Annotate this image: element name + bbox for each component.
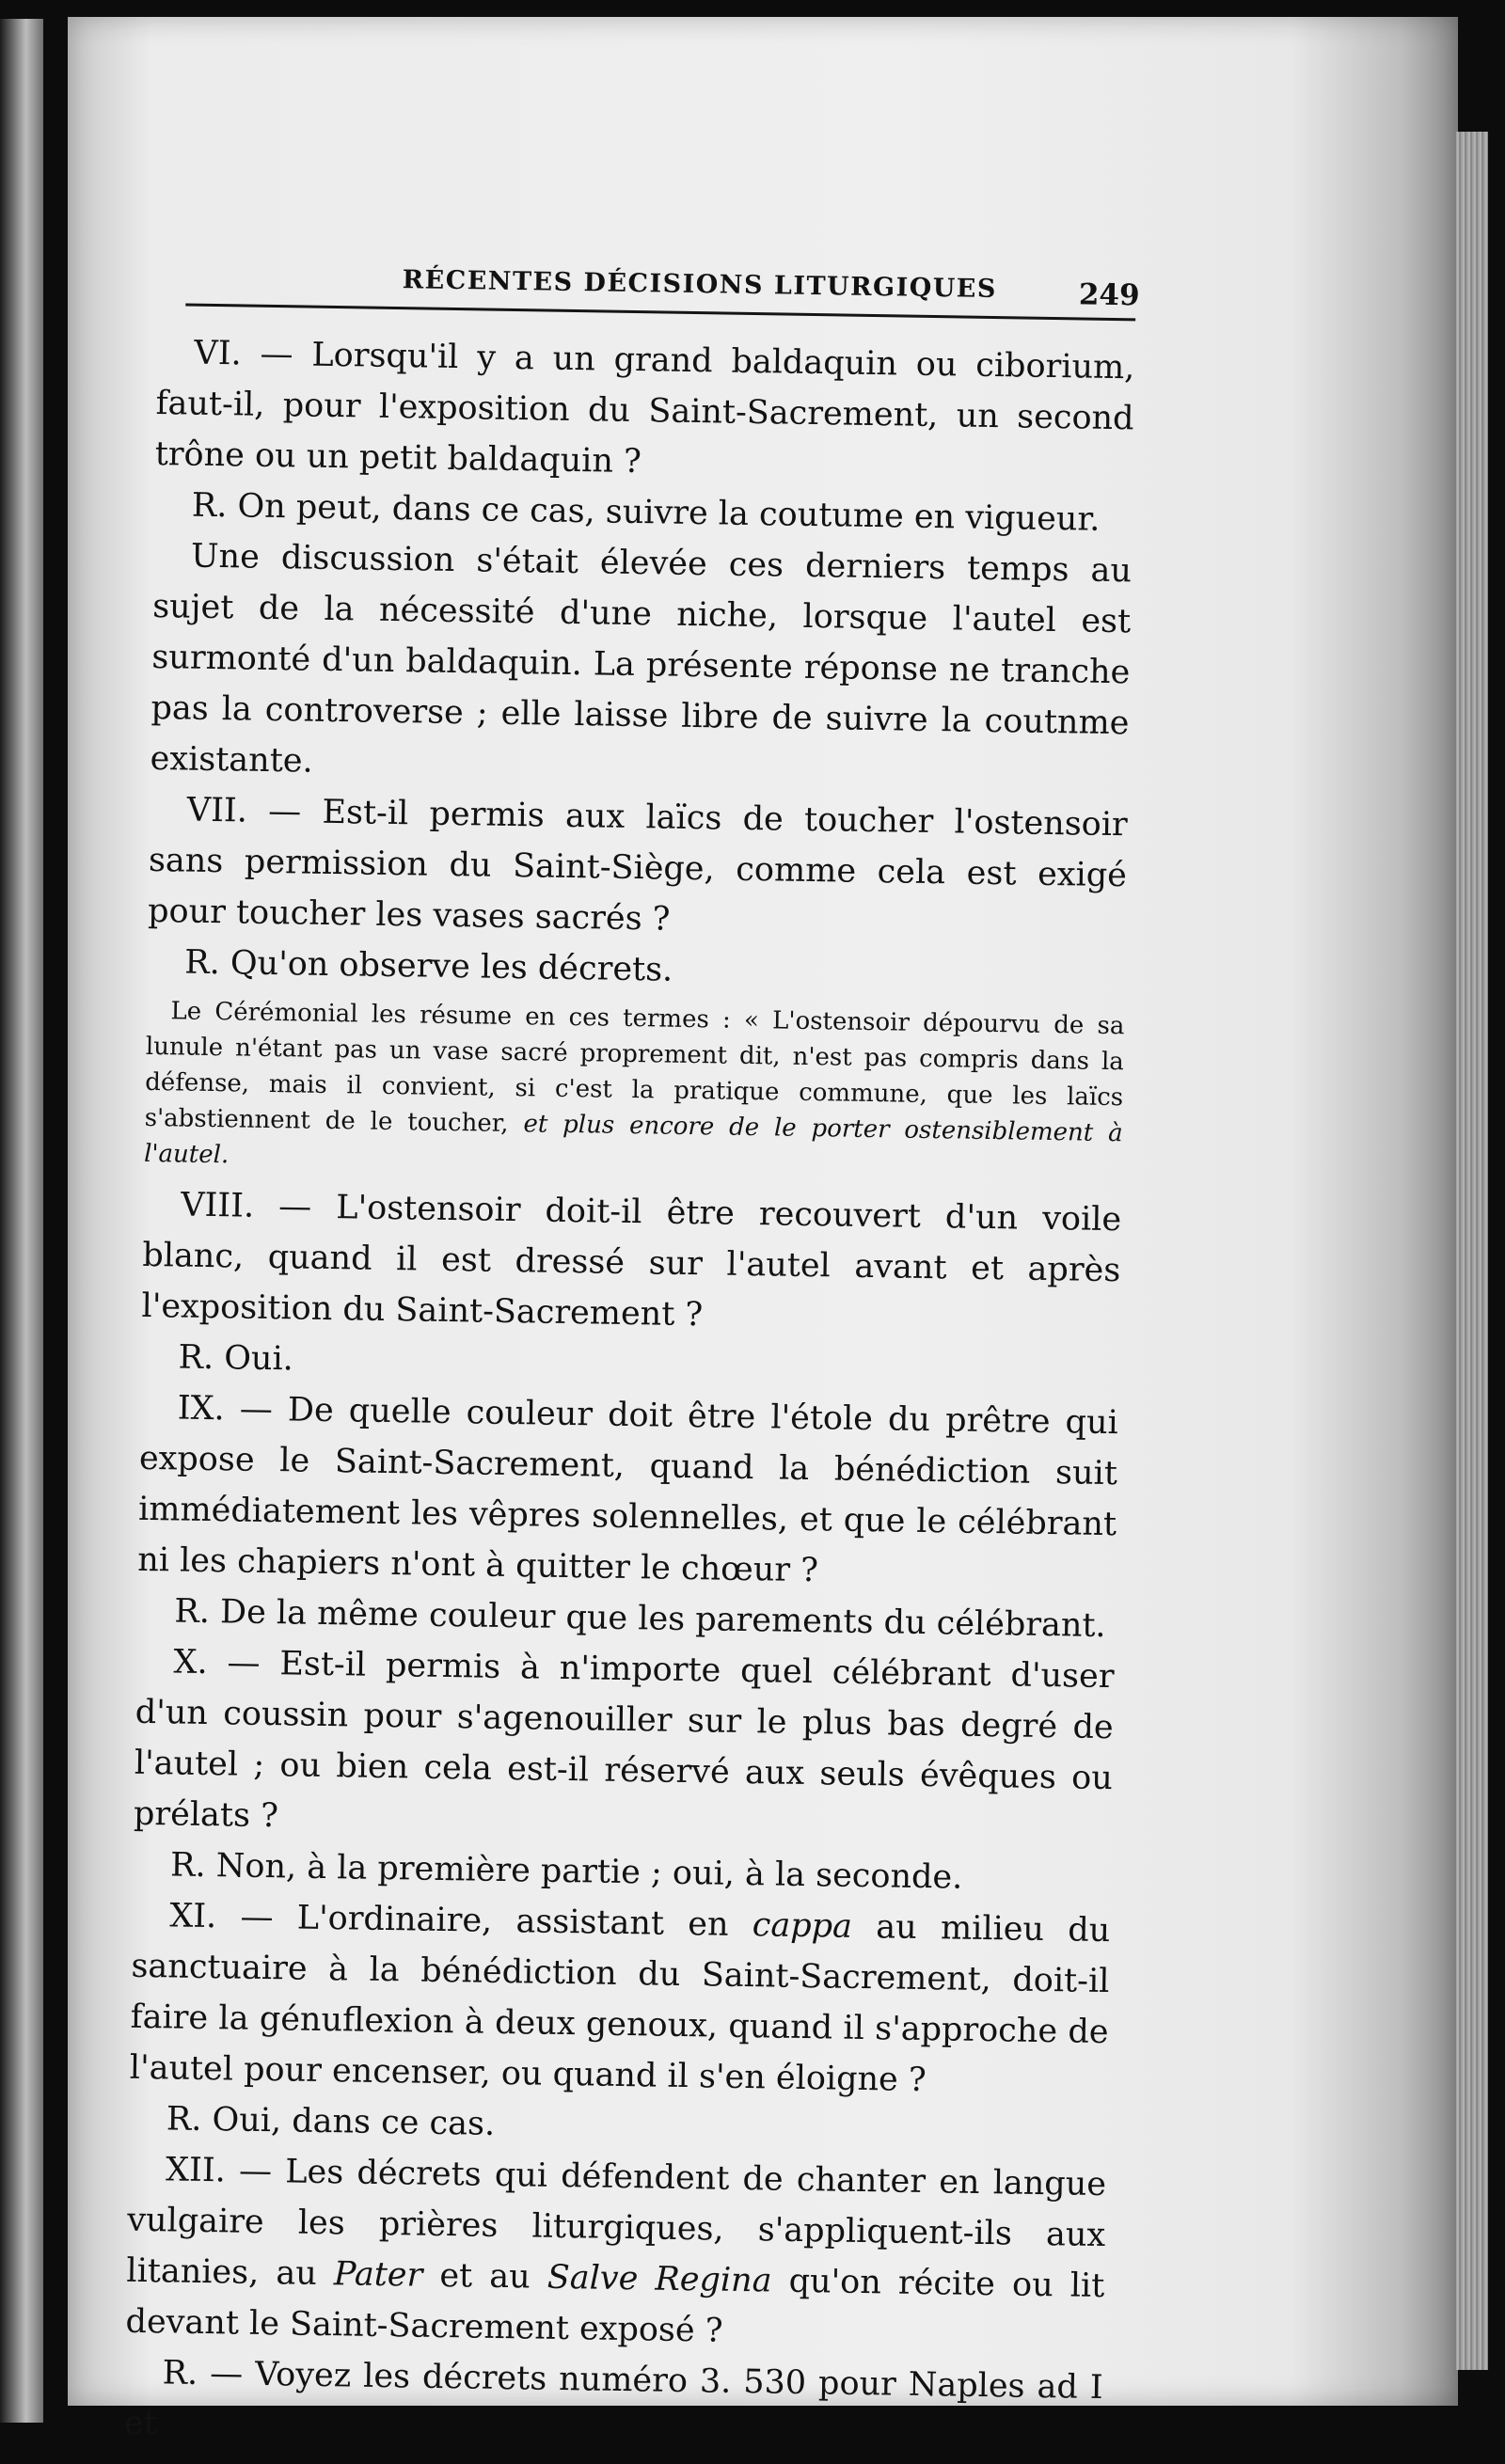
previous-page-edge: [0, 19, 43, 2423]
running-title: RÉCENTES DÉCISIONS LITURGIQUES: [402, 265, 998, 305]
question-10: X. — Est-il permis à n'importe quel célébrant d'user d'un coussin pour s'agenouiller sur le plus bas degré de l'autel ; ou bien cela est-il réservé aux seuls évêques ou prélats ?: [133, 1643, 1115, 1836]
answer-11: R. Oui, dans ce cas.: [166, 2100, 496, 2143]
footnote-text: Le Cérémonial les résume en ces termes : « L'ostensoir dépourvu de sa lunule n'étant pas un vase sacré proprement dit, n'est pas compris dans la défense, mais il convient, si c'est la pratique commune, que les laïcs s'abstiennent de le toucher,: [144, 997, 1125, 1138]
question-6: VI. — Lorsqu'il y a un grand baldaquin ou ciborium, faut-il, pour l'exposition du Saint-Sacrement, un second trône ou un petit baldaquin ?: [154, 334, 1135, 482]
header-rule: [185, 303, 1135, 321]
question-9: IX. — De quelle couleur doit être l'étole du prêtre qui expose le Saint-Sacrement, quand la bénédiction suit immédiatement les vêpres solennelles, et que le célébrant ni les chapiers n'ont à quitter le chœur ?: [136, 1389, 1119, 1590]
footnote-ceremonial: [144, 993, 1125, 1187]
answer-8: R. Oui.: [178, 1338, 294, 1379]
body-text: [123, 327, 1134, 2464]
question-12-italic-pater: Pater: [333, 2255, 423, 2295]
answer-7: R. Qu'on observe les décrets.: [183, 943, 673, 989]
question-11: [129, 1890, 1110, 2109]
question-12-part-a: XII. — Les décrets qui défendent de chanter en langue vulgaire les prières liturgiques, s'appliquent-ils aux litanies, au: [126, 2151, 1107, 2293]
question-11-part-a: XI. — L'ordinaire, assistant en: [169, 1897, 729, 1944]
question-7: VII. — Est-il permis aux laïcs de toucher l'ostensoir sans permission du Saint-Siège, comme cela est exigé pour toucher les vases sacrés ?: [147, 791, 1129, 939]
commentary-6: Une discussion s'était élevée ces derniers temps au sujet de la nécessité d'une niche, lorsque l'autel est surmonté d'un baldaquin. La présente réponse ne tranche pas la controverse ; elle laisse libre de suivre la coutnme existante.: [150, 537, 1133, 781]
page-content: [123, 261, 1140, 2464]
question-12: [125, 2144, 1106, 2362]
answer-12: R. — Voyez les décrets numéro 3. 530 pour Naples ad I et: [123, 2354, 1103, 2443]
question-11-part-b: au milieu du sanctuaire à la bénédiction du Saint-Sacrement, doit-il faire la génuflexion à deux genoux, quand il s'approche de l'autel pour encenser, ou quand il s'en éloigne ?: [129, 1908, 1111, 2100]
question-8: VIII. — L'ostensoir doit-il être recouvert d'un voile blanc, quand il est dressé sur l'autel avant et après l'exposition du Saint-Sacrement ?: [141, 1186, 1122, 1335]
answer-10: R. Non, à la première partie ; oui, à la seconde.: [169, 1846, 963, 1897]
question-12-part-b: qu'on récite ou lit devant le Saint-Sacrement exposé ?: [125, 2262, 1105, 2350]
question-12-italic-salve: Salve Regina: [547, 2258, 772, 2300]
page-number: 249: [1078, 277, 1140, 313]
answer-9: R. De la même couleur que les parements du célébrant.: [174, 1592, 1106, 1646]
question-11-italic: cappa: [752, 1906, 853, 1946]
question-12-mid: et au: [439, 2256, 531, 2297]
page-stack-edge: [1456, 132, 1488, 2370]
footnote-italic-text: et plus encore de le porter ostensiblement à l'autel.: [143, 1110, 1123, 1170]
answer-6: R. On peut, dans ce cas, suivre la coutume en vigueur.: [191, 486, 1101, 539]
